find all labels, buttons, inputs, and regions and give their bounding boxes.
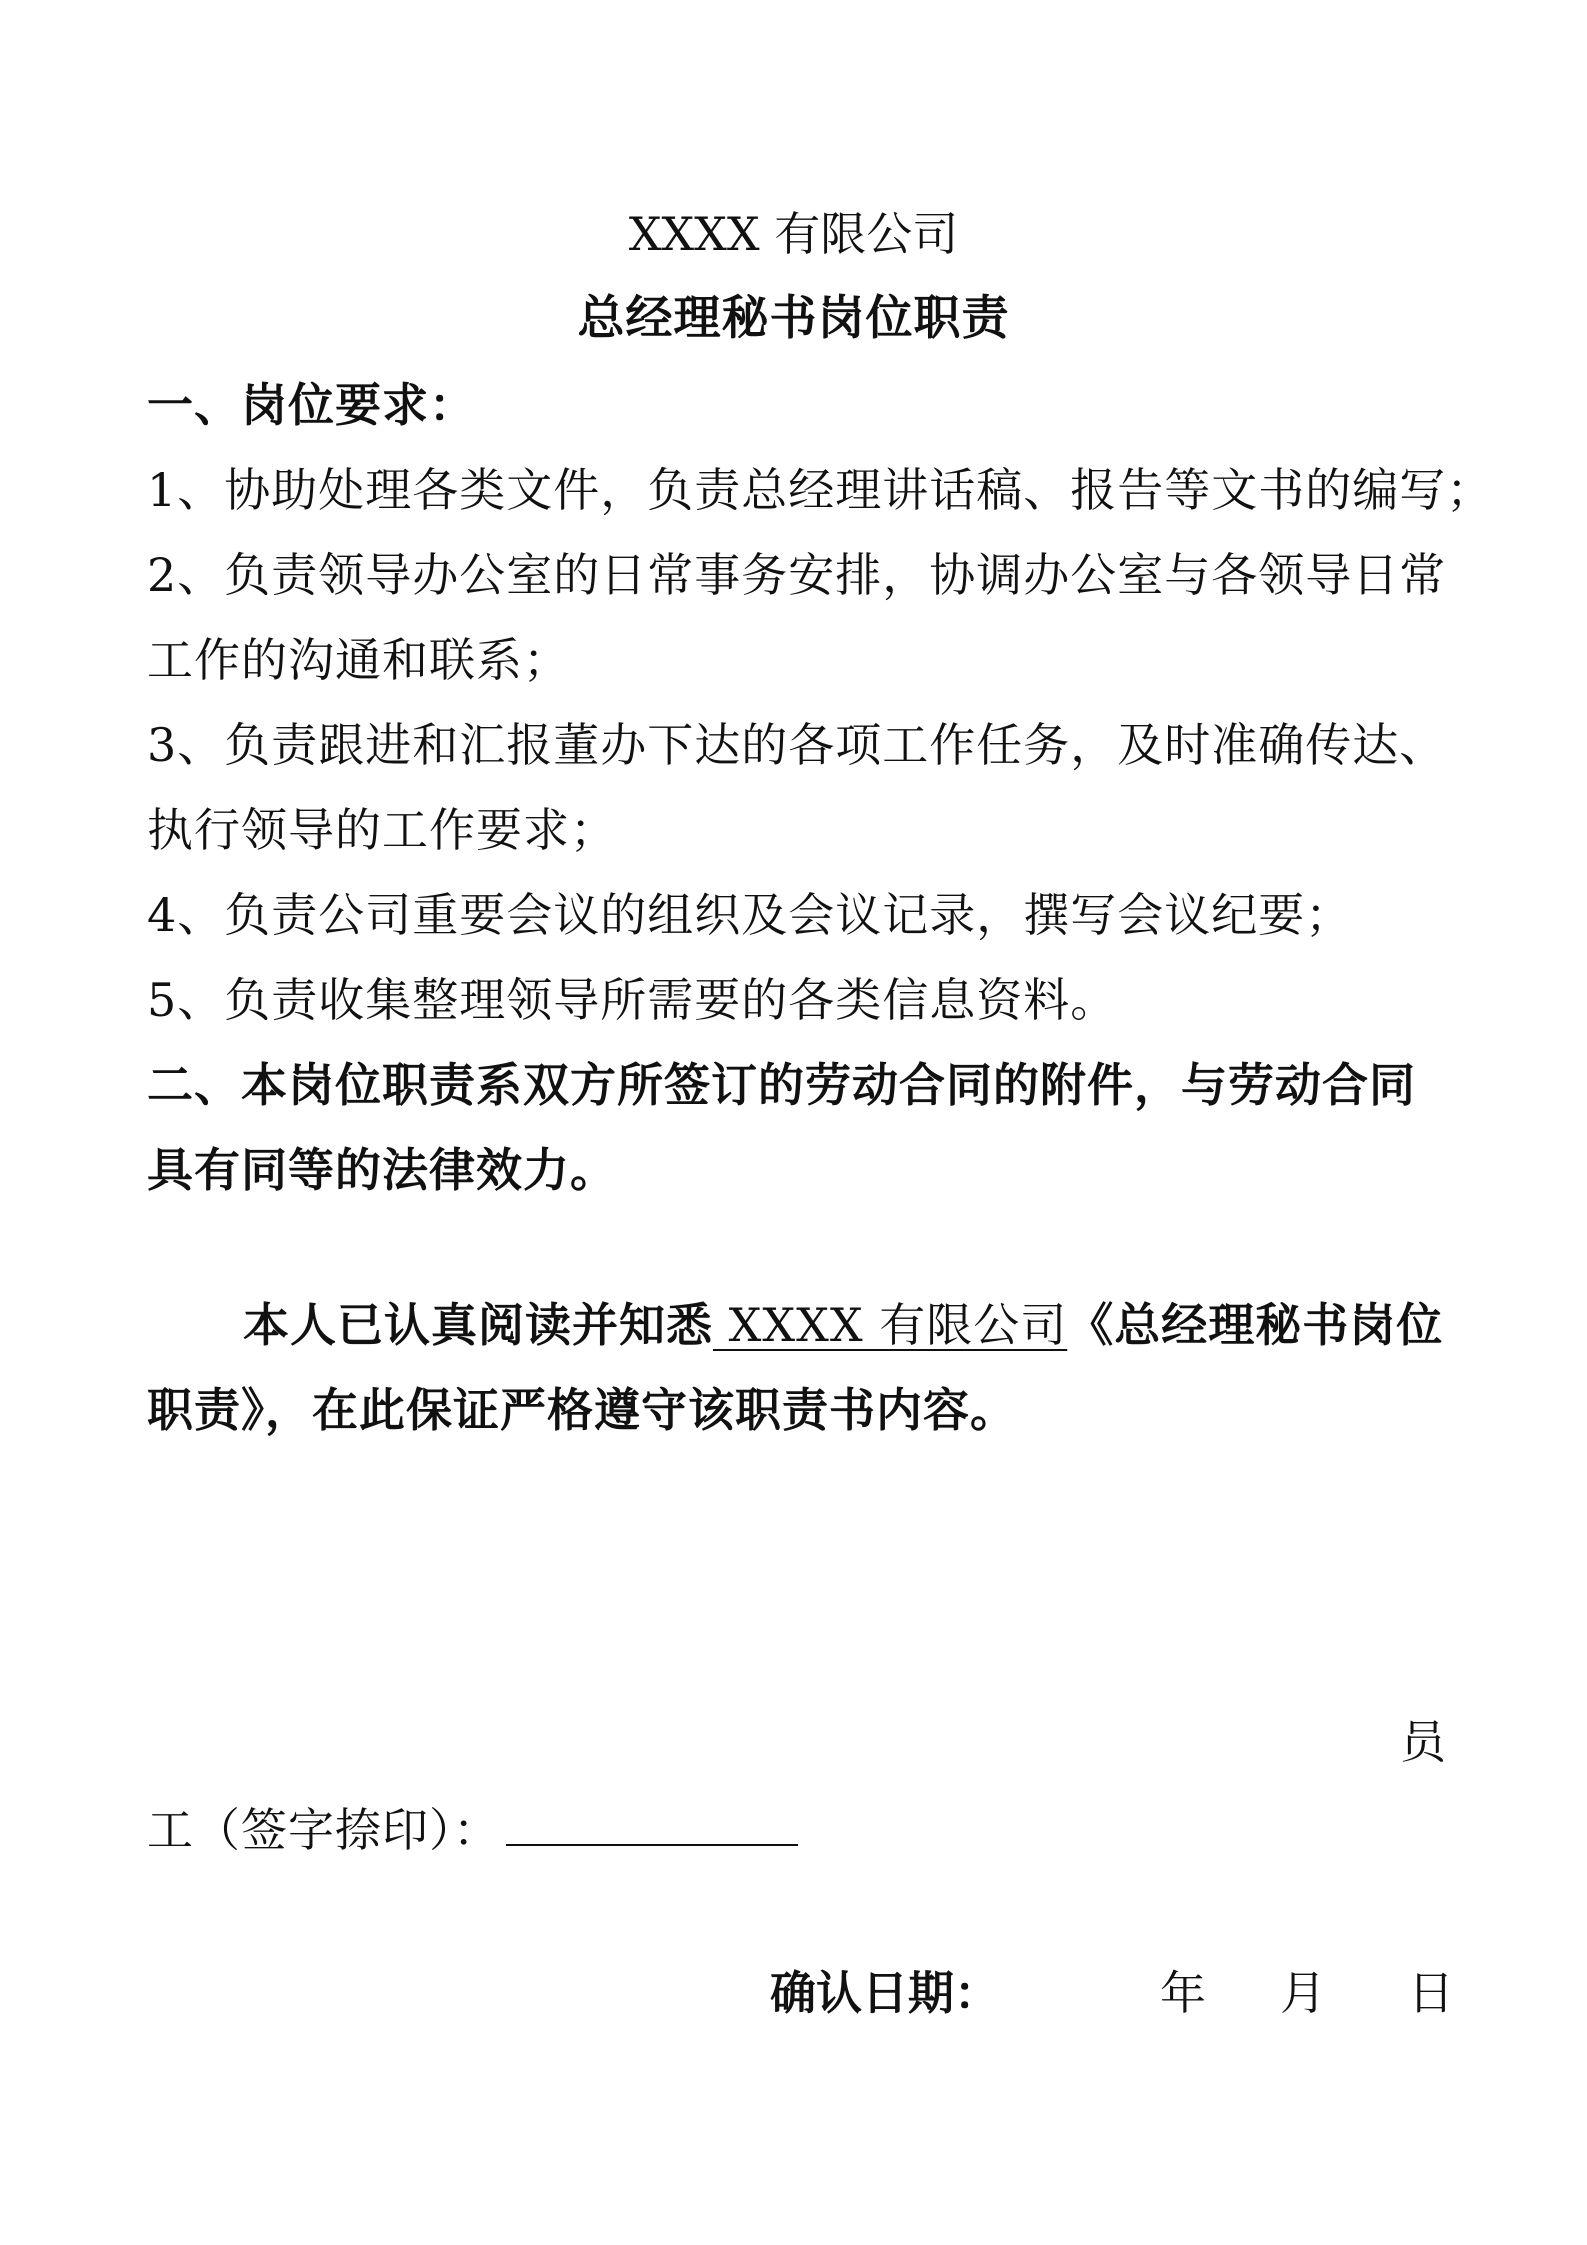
company-title: XXXX 有限公司	[628, 207, 959, 261]
acknowledgement-suffix: 《总经理秘书岗位	[1067, 1298, 1444, 1352]
signature-char-right: 员	[1400, 1715, 1447, 1769]
duty-item-1: 1、协助处理各类文件，负责总经理讲话稿、报告等文书的编写；	[147, 463, 1494, 517]
acknowledgement-line1	[243, 1295, 1543, 1355]
acknowledgement-line2: 职责》，在此保证严格遵守该职责书内容。	[147, 1383, 1017, 1437]
duty-item-5: 5、负责收集整理领导所需要的各类信息资料。	[147, 973, 1118, 1027]
duty-item-2-cont: 工作的沟通和联系；	[147, 633, 570, 687]
date-year: 年	[1160, 1966, 1206, 2020]
duty-item-3: 3、负责跟进和汇报董办下达的各项工作任务，及时准确传达、	[147, 718, 1447, 772]
section2-line1: 二、本岗位职责系双方所签订的劳动合同的附件，与劳动合同	[147, 1058, 1416, 1112]
signature-field[interactable]	[506, 1800, 798, 1846]
date-day: 日	[1408, 1966, 1454, 2020]
duty-item-2: 2、负责领导办公室的日常事务安排，协调办公室与各领导日常	[147, 548, 1447, 602]
section2-line2: 具有同等的法律效力。	[147, 1143, 617, 1197]
confirm-date-label: 确认日期：	[770, 1966, 1000, 2020]
signature-row	[147, 1800, 1447, 1860]
section1-heading: 一、岗位要求：	[147, 378, 476, 432]
acknowledgement-prefix: 本人已认真阅读并知悉	[243, 1298, 713, 1352]
signature-label: 工（签字捺印）：	[147, 1803, 500, 1857]
document-title: 总经理秘书岗位职责	[577, 291, 1010, 346]
duty-item-4: 4、负责公司重要会议的组织及会议记录，撰写会议纪要；	[147, 888, 1353, 942]
acknowledgement-company: XXXX 有限公司	[713, 1298, 1068, 1352]
duty-item-3-cont: 执行领导的工作要求；	[147, 803, 617, 857]
date-month: 月	[1280, 1966, 1326, 2020]
